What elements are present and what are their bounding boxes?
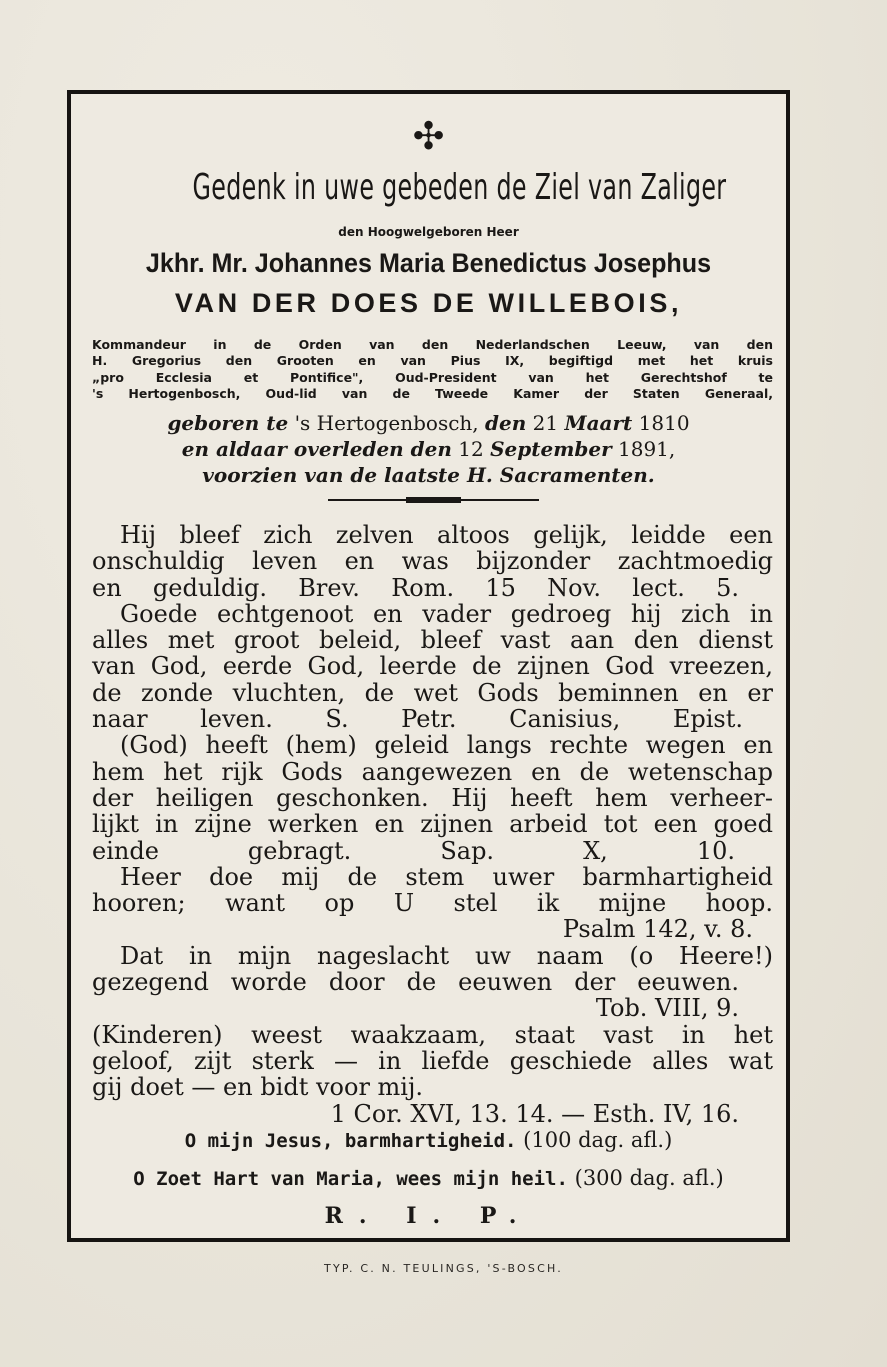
prayer-maria [71, 1166, 786, 1190]
birth-day: 21 [532, 411, 559, 435]
text-line: Goede echtgenoot en vader gedroeg hij zich in [120, 599, 773, 628]
birth-den: den [485, 411, 527, 435]
text-line: hooren; want op U stel ik mijne hoop. [92, 889, 773, 918]
rip-text: R. I. P. [324, 1203, 533, 1229]
birth-line [71, 410, 786, 436]
text-line: hem het rijk Gods aangewezen en de wetenschap [92, 757, 773, 786]
titles-block [92, 337, 773, 403]
text-line: lijkt in zijne werken en zijnen arbeid tot een goed [92, 810, 773, 839]
text-line: onschuldig leven en was bijzonder zachtmoedig [92, 547, 773, 576]
prayer-text: O Zoet Hart van Maria, wees mijn heil. [133, 1168, 568, 1190]
death-prefix: en aldaar overleden den [181, 437, 452, 461]
indulgence-note: (100 dag. afl.) [523, 1128, 673, 1152]
text-line: van God, eerde God, leerde de zijnen God vreezen, [92, 652, 773, 681]
text-line: Dat in mijn nageslacht uw naam (o Heere!) [120, 941, 773, 970]
death-line [71, 436, 786, 462]
indulgence-note: (300 dag. afl.) [574, 1166, 724, 1190]
titles-line: 's Hertogenbosch, Oud-lid van de Tweede Kamer der Staten Generaal, [92, 386, 773, 402]
text-line: einde gebragt. Sap. X, 10. [92, 836, 735, 865]
death-year: 1891, [618, 437, 676, 461]
text-line: gij doet — en bidt voor mij. [92, 1073, 424, 1102]
birth-prefix: geboren te [167, 411, 289, 435]
prayer-text: O mijn Jesus, barmhartigheid. [184, 1130, 517, 1152]
memorial-card-frame [67, 90, 790, 1242]
body-text [92, 522, 773, 1127]
birth-death-block [71, 410, 786, 488]
birth-place: 's Hertogenbosch, [294, 411, 479, 435]
cross-icon: ✣ [412, 114, 445, 158]
birth-year: 1810 [638, 411, 690, 435]
text-line: (God) heeft (hem) geleid langs rechte wegen en [120, 731, 773, 760]
birth-month: Maart [564, 411, 633, 435]
honorific: den Hoogwelgeboren Heer [338, 225, 519, 239]
headline: Gedenk in uwe gebeden de Ziel van Zaliger [192, 167, 727, 208]
printer-imprint: TYP. C. N. TEULINGS, 'S-BOSCH. [324, 1262, 563, 1275]
text-line: der heiligen geschonken. Hij heeft hem verheer- [92, 783, 773, 812]
titles-line: Kommandeur in de Orden van den Nederlandschen Leeuw, van den [92, 337, 773, 352]
text-line: geloof, zijt sterk — in liefde geschiede alles wat [92, 1046, 773, 1075]
text-line: en geduldig. Brev. Rom. 15 Nov. lect. 5. [92, 573, 739, 602]
text-line: Heer doe mij de stem uwer barmhartigheid [120, 862, 773, 891]
titles-line: H. Gregorius den Grooten en van Pius IX, begiftigd met het kruis [92, 353, 773, 369]
text-line: (Kinderen) weest waakzaam, staat vast in het [92, 1020, 773, 1049]
deceased-name: Jkhr. Mr. Johannes Maria Benedictus Josephus [145, 248, 712, 278]
citation: 1 Cor. XVI, 13. 14. — Esth. IV, 16. [330, 1099, 739, 1128]
sacraments-line [71, 462, 786, 488]
death-day: 12 [458, 437, 484, 461]
divider [328, 499, 539, 501]
citation: Tob. VIII, 9. [595, 994, 739, 1023]
sacraments-text: voorzien van de laatste H. Sacramenten. [202, 463, 655, 487]
titles-line: „pro Ecclesia et Pontifice", Oud-President van het Gerechtshof te [92, 369, 773, 385]
text-line: alles met groot beleid, bleef vast aan den dienst [92, 626, 773, 655]
deceased-surname: VAN DER DOES DE WILLEBOIS, [174, 288, 683, 318]
text-line: naar leven. S. Petr. Canisius, Epist. [92, 705, 743, 734]
text-line: gezegend worde door de eeuwen der eeuwen. [92, 968, 739, 997]
text-line: Hij bleef zich zelven altoos gelijk, leidde een [120, 521, 773, 549]
text-line: de zonde vluchten, de wet Gods beminnen en er [92, 678, 773, 707]
death-month: September [490, 437, 612, 461]
prayer-jesus [71, 1128, 786, 1152]
citation: Psalm 142, v. 8. [562, 915, 753, 944]
